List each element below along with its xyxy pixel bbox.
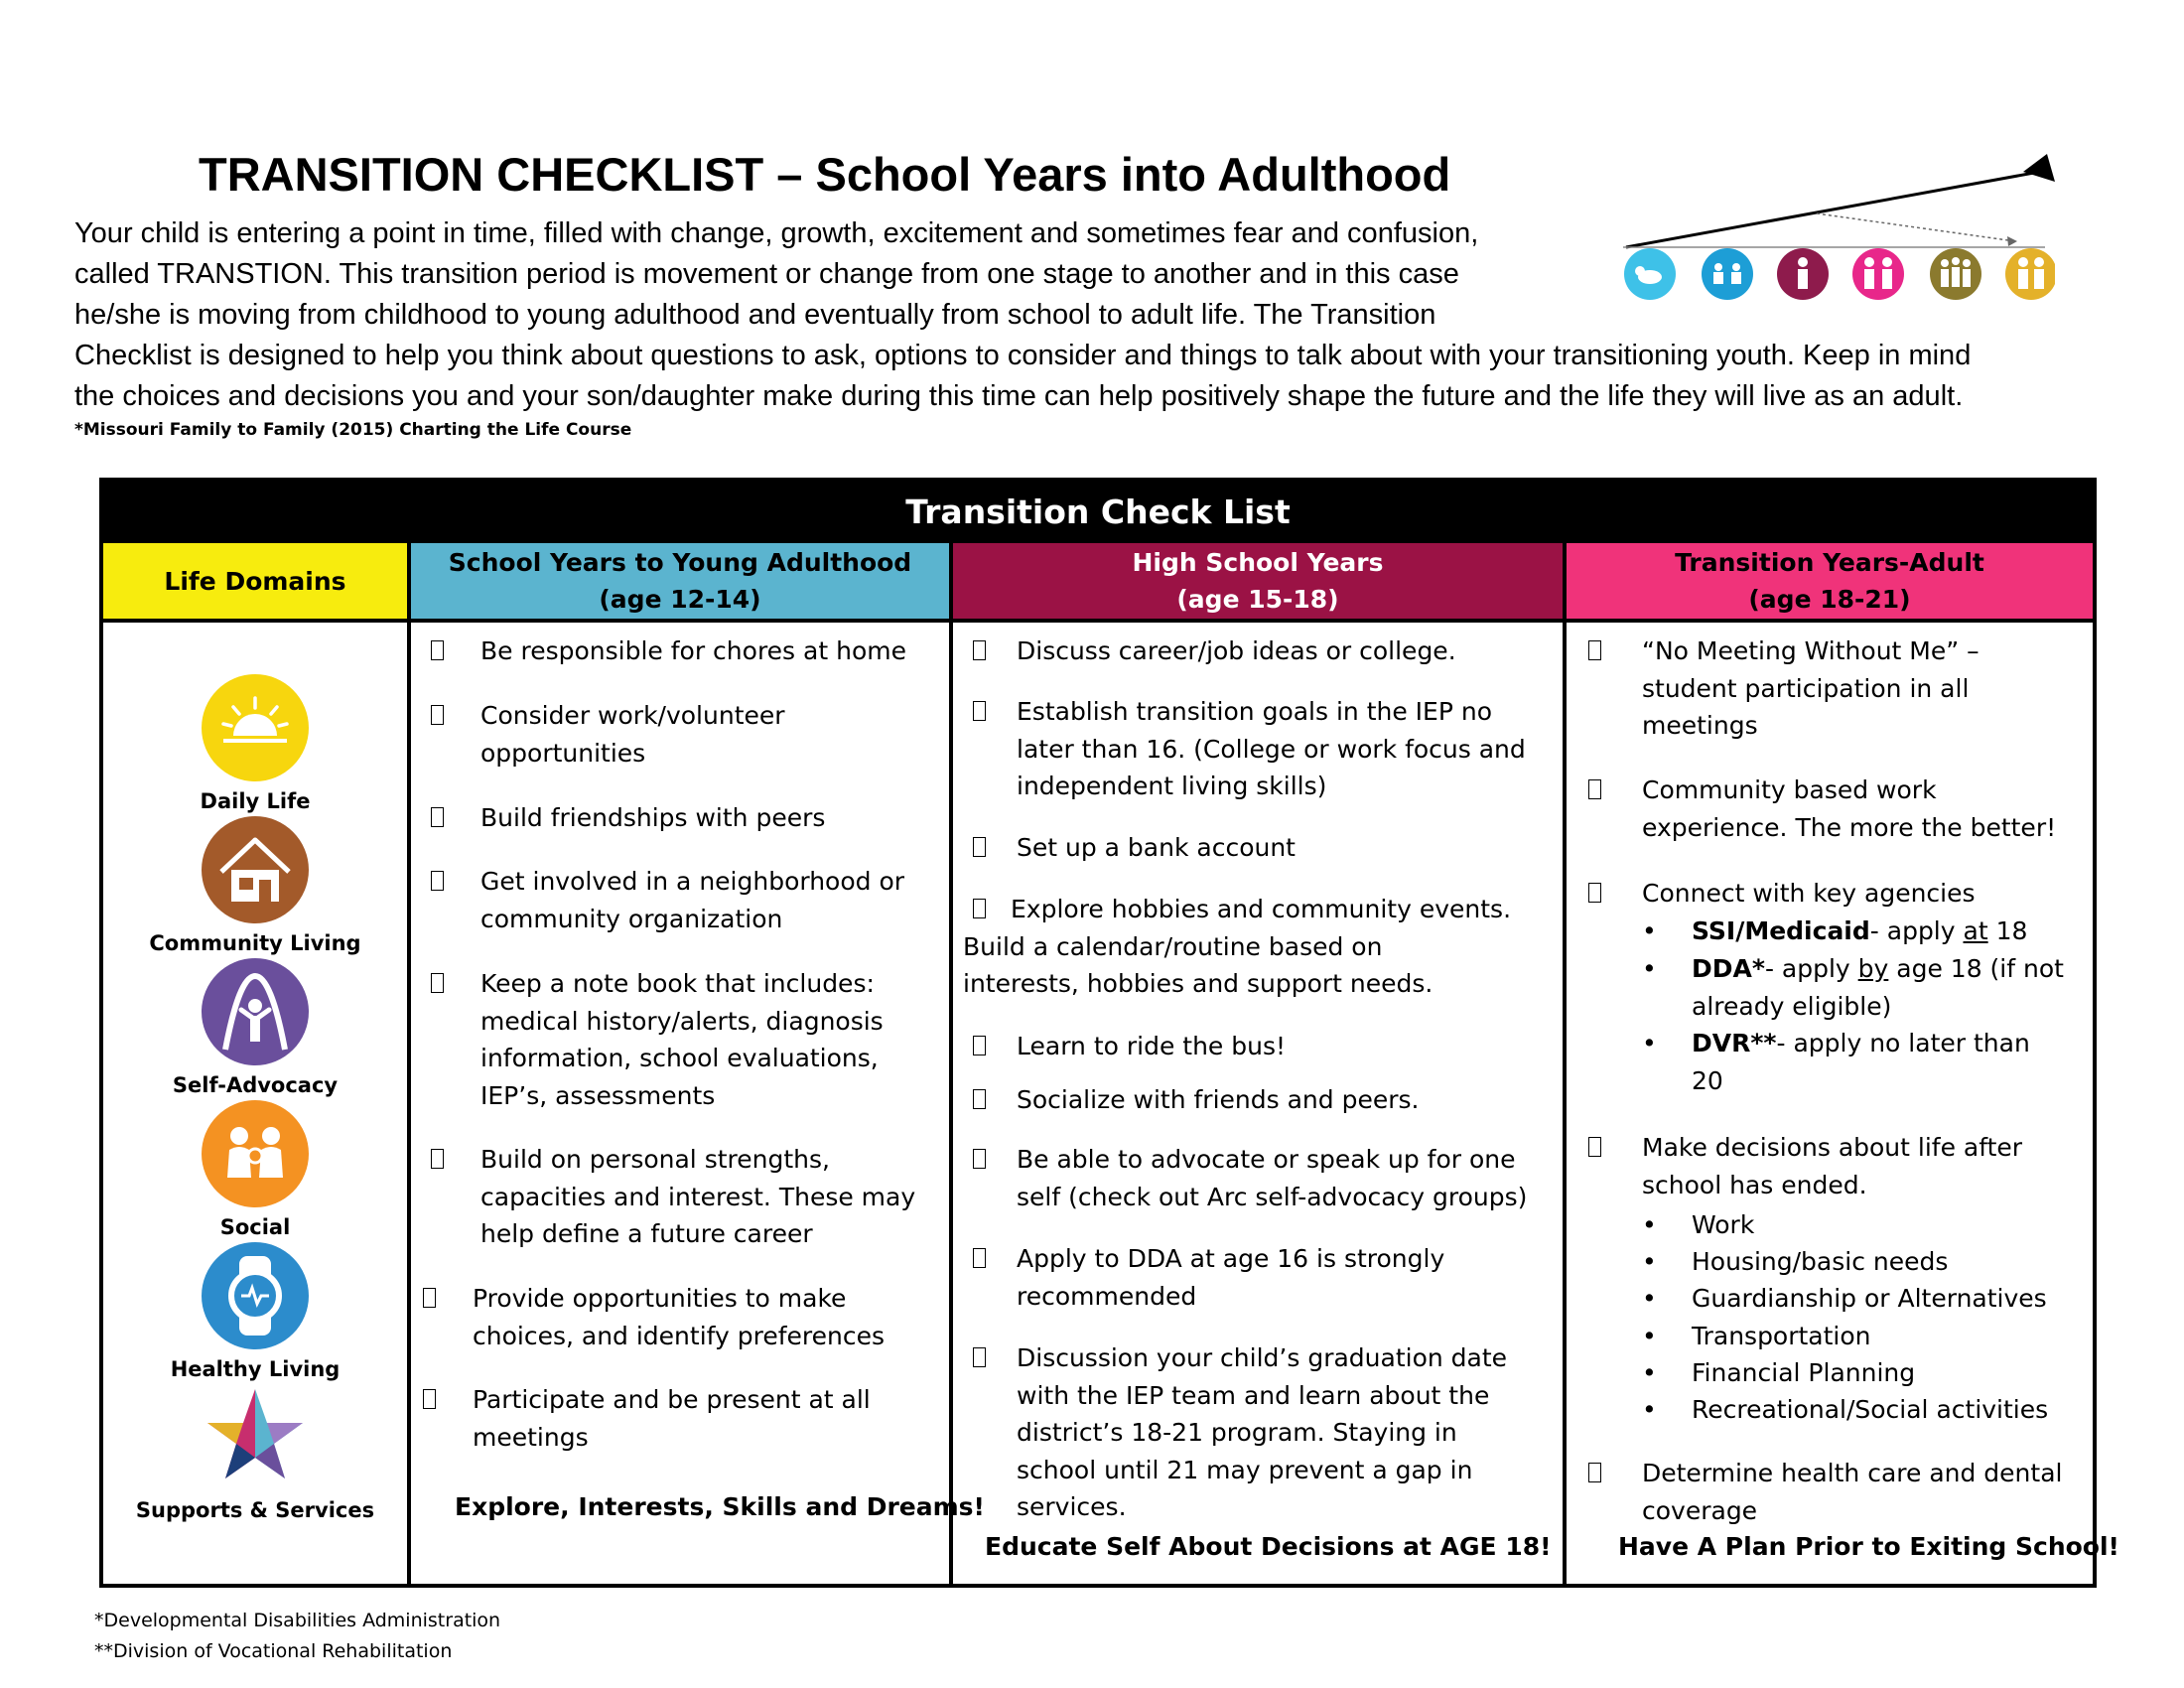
item-text: with the IEP team and learn about the xyxy=(1017,1380,1490,1410)
agency-detail: - apply xyxy=(1869,916,1964,945)
checklist-item[interactable] xyxy=(963,1141,1559,1215)
item-text: opportunities xyxy=(480,738,646,768)
checkbox-icon[interactable] xyxy=(973,1248,986,1268)
page-title: TRANSITION CHECKLIST – School Years into Adulthood xyxy=(199,148,1451,201)
table-divider xyxy=(1563,543,1567,1584)
checkbox-icon[interactable] xyxy=(973,1347,986,1367)
footnote: *Developmental Disabilities Administration xyxy=(94,1610,501,1631)
item-text: community organization xyxy=(480,904,783,933)
checkbox-icon[interactable] xyxy=(1588,883,1601,903)
item-text: school has ended. xyxy=(1642,1170,1867,1199)
youth-icon xyxy=(1777,248,1829,300)
item-text: Explore hobbies and community events. xyxy=(1011,895,1512,923)
item-text: meetings xyxy=(1642,711,1758,740)
star-icon xyxy=(200,1381,311,1492)
header-age-12-14 xyxy=(411,543,949,619)
agency-detail: already eligible) xyxy=(1692,991,1892,1021)
checklist-item[interactable] xyxy=(963,693,1559,805)
checklist-item[interactable] xyxy=(421,1280,947,1354)
domain-supports-services xyxy=(103,1381,407,1522)
item-text: Be able to advocate or speak up for one xyxy=(1017,1145,1516,1174)
item-text: later than 16. (College or work focus and xyxy=(1017,734,1526,764)
checklist-item[interactable] xyxy=(421,633,947,670)
decision-text: Recreational/Social activities xyxy=(1692,1395,2049,1424)
domain-healthy-living xyxy=(103,1240,407,1381)
checkbox-icon[interactable] xyxy=(973,1036,986,1055)
item-text: Get involved in a neighborhood or xyxy=(480,867,905,896)
table-heading: Transition Check List xyxy=(103,482,2093,543)
checklist-item[interactable] xyxy=(963,1339,1559,1526)
checklist-item[interactable] xyxy=(963,1081,1559,1119)
item-text: Apply to DDA at age 16 is strongly xyxy=(1017,1244,1445,1273)
decision-text: Housing/basic needs xyxy=(1692,1247,1949,1276)
item-text: Socialize with friends and peers. xyxy=(1017,1085,1420,1114)
checklist-item[interactable] xyxy=(421,697,947,772)
house-icon xyxy=(200,814,311,925)
checkbox-icon[interactable] xyxy=(973,701,986,721)
domain-self-advocacy xyxy=(103,956,407,1097)
domain-label: Healthy Living xyxy=(170,1357,341,1381)
header-label: Transition Years-Adult xyxy=(1675,548,1984,577)
header-age: (age 18-21) xyxy=(1748,585,1911,614)
agency-detail: 18 xyxy=(1987,916,2028,945)
item-text: Consider work/volunteer xyxy=(480,701,785,730)
header-label: Life Domains xyxy=(164,566,346,596)
checkbox-icon[interactable] xyxy=(1588,640,1601,660)
decision-text: Guardianship or Alternatives xyxy=(1692,1284,2047,1313)
heart-watch-icon xyxy=(200,1240,311,1351)
checkbox-icon[interactable] xyxy=(431,640,444,660)
agency-detail: by xyxy=(1857,954,1889,983)
checklist-item[interactable] xyxy=(1578,1455,2087,1529)
domain-daily-life xyxy=(103,672,407,813)
agency-name: DVR** xyxy=(1692,1029,1777,1057)
checkbox-icon[interactable] xyxy=(431,705,444,725)
seniors-icon xyxy=(2005,248,2055,300)
header-label: High School Years xyxy=(1132,548,1384,577)
item-text: Connect with key agencies xyxy=(1642,879,1976,908)
item-text: Discussion your child’s graduation date xyxy=(1017,1343,1508,1372)
children-icon xyxy=(1702,248,1753,300)
item-text: IEP’s, assessments xyxy=(480,1080,716,1110)
checkbox-icon[interactable] xyxy=(973,899,986,918)
checkbox-icon[interactable] xyxy=(431,871,444,891)
agency-detail: - apply no later than xyxy=(1776,1029,2030,1057)
checkbox-icon[interactable] xyxy=(973,837,986,857)
item-text: meetings xyxy=(473,1422,589,1452)
checklist-item[interactable] xyxy=(963,891,1559,1003)
intro-line: he/she is moving from childhood to young adulthood and eventually from school to adult life. The Transition xyxy=(74,299,1436,331)
column-footer: Educate Self About Decisions at AGE 18! xyxy=(985,1532,1552,1561)
footnotes xyxy=(94,1606,500,1667)
decision-text: Financial Planning xyxy=(1692,1358,1916,1387)
checklist-item[interactable] xyxy=(1578,633,2087,745)
arrow-head-icon xyxy=(2023,154,2055,182)
checklist-item[interactable] xyxy=(963,1240,1559,1315)
checkbox-icon[interactable] xyxy=(423,1288,436,1308)
item-text: Learn to ride the bus! xyxy=(1017,1032,1287,1060)
checkbox-icon[interactable] xyxy=(1588,1463,1601,1482)
domain-label: Community Living xyxy=(149,931,361,955)
domain-label: Self-Advocacy xyxy=(172,1073,339,1097)
arch-person-icon xyxy=(200,956,311,1067)
checklist-item[interactable] xyxy=(421,1141,947,1253)
item-text: Set up a bank account xyxy=(1017,833,1296,862)
item-text: self (check out Arc self-advocacy groups) xyxy=(1017,1182,1528,1211)
agency-name: DDA* xyxy=(1692,954,1765,983)
checklist-item[interactable] xyxy=(1578,1129,2087,1203)
item-text: coverage xyxy=(1642,1495,1758,1525)
checkbox-icon[interactable] xyxy=(973,640,986,660)
item-text: medical history/alerts, diagnosis xyxy=(480,1006,884,1036)
infant-icon xyxy=(1624,248,1676,300)
header-age-15-18 xyxy=(953,543,1563,619)
intro-line: the choices and decisions you and your son/daughter make during this time can help positively shape the future and the life they will live as an adult. xyxy=(74,380,1964,412)
people-group-icon xyxy=(200,1098,311,1209)
young-adults-icon xyxy=(1852,248,1904,300)
domain-label: Supports & Services xyxy=(135,1498,375,1522)
checkbox-icon[interactable] xyxy=(431,1149,444,1169)
checkbox-icon[interactable] xyxy=(1588,779,1601,799)
domain-label: Daily Life xyxy=(200,789,311,813)
agency-detail: 20 xyxy=(1692,1065,1723,1095)
checklist-item[interactable] xyxy=(963,633,1559,670)
sunrise-icon xyxy=(200,672,311,783)
item-text: student participation in all xyxy=(1642,673,1970,703)
checklist-item[interactable] xyxy=(421,1381,947,1456)
item-text: interests, hobbies and support needs. xyxy=(963,969,1433,998)
item-text: district’s 18-21 program. Staying in xyxy=(1017,1418,1457,1447)
header-life-domains xyxy=(103,543,407,619)
table-divider xyxy=(949,543,953,1584)
item-text: Make decisions about life after xyxy=(1642,1133,2023,1162)
source-citation: *Missouri Family to Family (2015) Charting the Life Course xyxy=(74,420,632,440)
table-divider xyxy=(103,619,2093,623)
item-text: recommended xyxy=(1017,1281,1197,1311)
checklist-item[interactable] xyxy=(1578,772,2087,846)
column-footer: Have A Plan Prior to Exiting School! xyxy=(1618,1532,2119,1561)
checkbox-icon[interactable] xyxy=(1588,1137,1601,1157)
checklist-item[interactable] xyxy=(421,799,947,837)
checkbox-icon[interactable] xyxy=(973,1089,986,1109)
header-label: School Years to Young Adulthood xyxy=(448,548,912,577)
checkbox-icon[interactable] xyxy=(431,807,444,827)
domain-social xyxy=(103,1098,407,1239)
decision-text: Work xyxy=(1692,1210,1755,1239)
header-age: (age 15-18) xyxy=(1176,585,1339,614)
checklist-item[interactable] xyxy=(1578,875,2087,913)
decision-text: Transportation xyxy=(1692,1322,1871,1350)
header-age: (age 12-14) xyxy=(599,585,761,614)
column-footer: Explore, Interests, Skills and Dreams! xyxy=(455,1492,985,1521)
item-text: “No Meeting Without Me” – xyxy=(1642,636,1979,665)
domain-label: Social xyxy=(219,1215,291,1239)
intro-line: Your child is entering a point in time, filled with change, growth, excitement and sometimes fear and confusion, xyxy=(74,217,1479,249)
intro-line: called TRANSTION. This transition period is movement or change from one stage to another and in this case xyxy=(74,258,1459,290)
table-divider xyxy=(407,543,411,1584)
agency-detail: - apply xyxy=(1764,954,1858,983)
item-text: services. xyxy=(1017,1492,1127,1521)
checklist-item[interactable] xyxy=(963,1028,1559,1065)
item-text: Community based work xyxy=(1642,775,1937,804)
item-text: Build friendships with peers xyxy=(480,803,826,832)
item-text: Build a calendar/routine based on xyxy=(963,931,1383,961)
adults-icon xyxy=(1930,248,1981,300)
agency-detail: age 18 (if not xyxy=(1888,954,2064,983)
checklist-item[interactable] xyxy=(421,863,947,937)
header-age-18-21 xyxy=(1567,543,2093,619)
item-text: experience. The more the better! xyxy=(1642,812,2057,842)
footnote: **Division of Vocational Rehabilitation xyxy=(94,1640,453,1662)
transition-checklist-table: Transition Check List Life Domains School Years to Young Adulthood (age 12-14) High School Years (age 15-18) Transition Years-Adult (age 18-21) Daily Life Community Living Self-Advocacy Social Healthy Living Supports & Services Be responsible for chores at home Consider work/volunteer opportunities Build friendships with peers Get involved in a neighborhood or community organization Keep a note book that includes: medical history/alerts, diagnosis information, school evaluations, IEP’s, assessments Build on personal strengths, capacities and interest. These may help define a future career Provide opportunities to make choices, and identify preferences Participate and be present at all meetings Explore, Interests, Skills and Dreams! Discuss career/job ideas or college. Establish transition goals in the IEP no later than 16. (College or work focus and independent living skills) Set up a bank account Explore hobbies and community events. Build a calendar/routine based on interests, hobbies and support needs. Learn to ride the bus! Socialize with friends and peers. Be able to advocate or speak up for one self (check out Arc self-advocacy groups) Apply to DDA at age 16 is strongly recommended Discussion your child’s graduation date with the IEP team and learn about the district’s 18-21 program. Staying in school until 21 may prevent a gap in services. Educate Self About Decisions at AGE 18! “No Meeting Without Me” – student participation in all meetings Community based work experience. The more the better! Connect with key agencies • SSI/Medicaid- apply at 18 • DDA*- apply by age 18 (if not already eligible) • DVR**- apply no later than 20 Make decisions about life after school has ended. • Work • Housing/basic needs • Guardianship or Alternatives • Transportation • Financial Planning • Recreational/Social activities Determine health care and dental coverage Have A Plan Prior to Exiting School! xyxy=(99,478,2097,1588)
checkbox-icon[interactable] xyxy=(423,1389,436,1409)
checkbox-icon[interactable] xyxy=(431,973,444,993)
intro-line: Checklist is designed to help you think about questions to ask, options to consider and things to talk about with your transitioning youth. Keep in mind xyxy=(74,340,1972,371)
item-text: independent living skills) xyxy=(1017,772,1327,800)
item-text: help define a future career xyxy=(480,1219,813,1248)
checklist-item[interactable] xyxy=(963,829,1559,867)
agency-detail: at xyxy=(1963,916,1988,945)
item-text: capacities and interest. These may xyxy=(480,1182,916,1211)
item-text: Participate and be present at all xyxy=(473,1385,871,1414)
life-stages-graphic xyxy=(1608,144,2055,303)
domain-community-living xyxy=(103,814,407,955)
item-text: Be responsible for chores at home xyxy=(480,636,906,665)
item-text: information, school evaluations, xyxy=(480,1044,879,1072)
agency-name: SSI/Medicaid xyxy=(1692,916,1870,945)
item-text: Provide opportunities to make xyxy=(473,1284,847,1313)
item-text: school until 21 may prevent a gap in xyxy=(1017,1455,1473,1484)
checklist-item[interactable] xyxy=(421,965,947,1114)
checkbox-icon[interactable] xyxy=(973,1149,986,1169)
item-text: Build on personal strengths, xyxy=(480,1145,830,1174)
item-text: Establish transition goals in the IEP no xyxy=(1017,697,1493,726)
item-text: Discuss career/job ideas or college. xyxy=(1017,636,1456,665)
item-text: Keep a note book that includes: xyxy=(480,969,875,998)
item-text: choices, and identify preferences xyxy=(473,1321,886,1350)
item-text: Determine health care and dental xyxy=(1642,1459,2063,1487)
